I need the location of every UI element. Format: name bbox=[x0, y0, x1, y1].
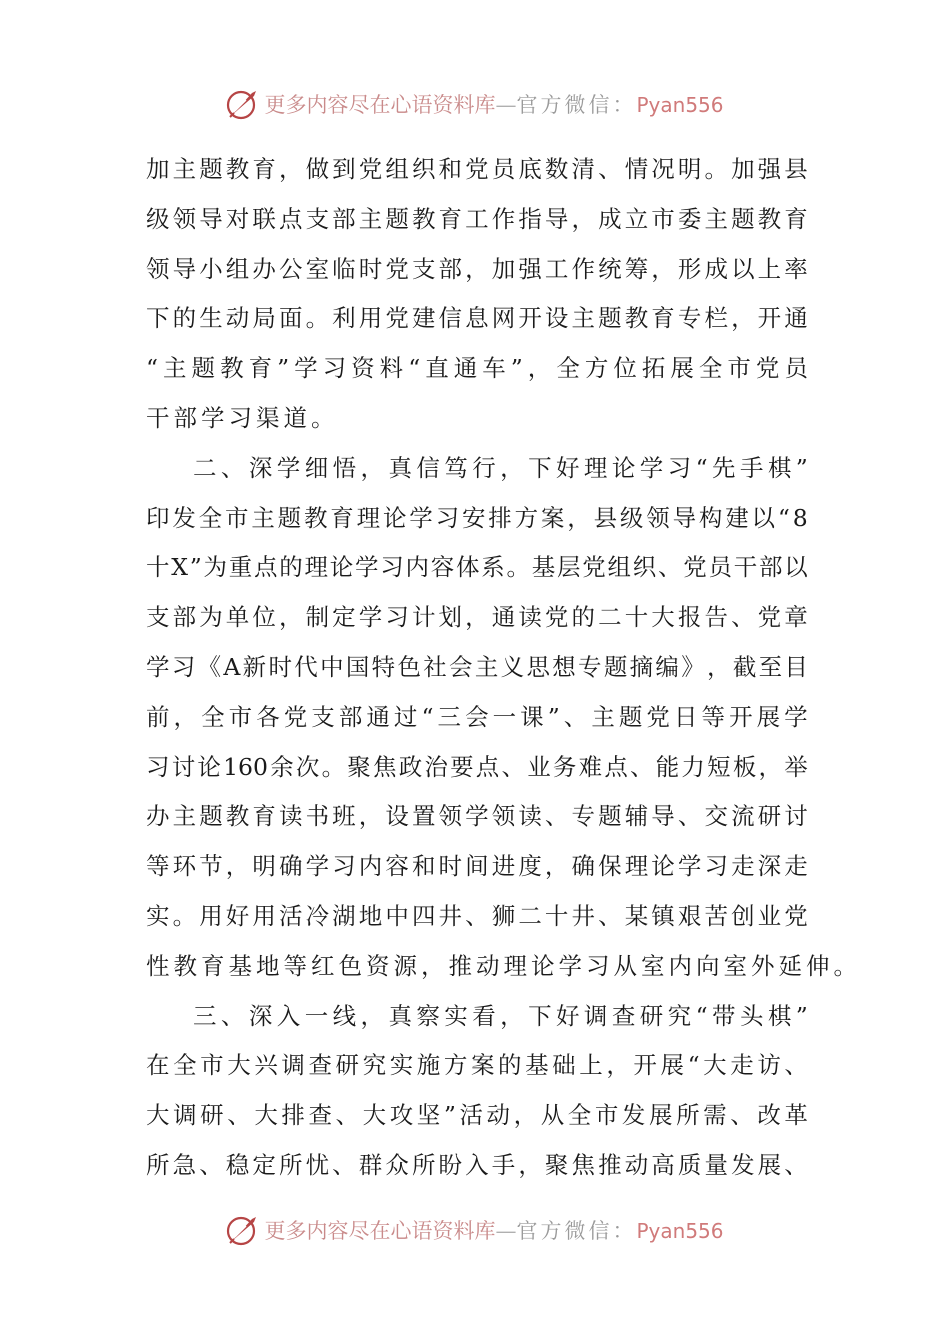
text-line: 大 调 研 、 大 排 查 、 大 攻 坚 ” 活 动 ， 从 全 市 发 展 所 需 、 改 革 bbox=[146, 1101, 808, 1130]
text-line: 二 、 深 学 细 悟 ， 真 信 笃 行 ， 下 好 理 论 学 习 “ 先 手 棋 ” bbox=[193, 453, 808, 482]
text-line: 下 的 生 动 局 面 。 利 用 党 建 信 息 网 开 设 主 题 教 育 专 栏 ， 开 通 bbox=[146, 304, 808, 333]
text-line: 级 领 导 对 联 点 支 部 主 题 教 育 工 作 指 导 ， 成 立 市 委 主 题 教 育 bbox=[146, 204, 808, 233]
watermark-wechat-id: Pyan556 bbox=[636, 93, 724, 117]
watermark-separator: — bbox=[495, 1219, 517, 1243]
text-line: 在 全 市 大 兴 调 查 研 究 实 施 方 案 的 基 础 上 ， 开 展 “ 大 走 访 、 bbox=[146, 1051, 808, 1080]
text-line: 印 发 全 市 主 题 教 育 理 论 学 习 安 排 方 案 ， 县 级 领 导 构 建 以 “ 8 bbox=[146, 503, 808, 532]
watermark-separator: — bbox=[495, 93, 517, 117]
watermark-brand: 更多内容尽在心语资料库 bbox=[264, 93, 496, 117]
text-line: 学 习 《 A 新 时 代 中 国 特 色 社 会 主 义 思 想 专 题 摘 编 》 ， 截 至 目 bbox=[146, 652, 808, 681]
text-line: 等 环 节 ， 明 确 学 习 内 容 和 时 间 进 度 ， 确 保 理 论 学 习 走 深 走 bbox=[146, 852, 808, 881]
text-line: 习 讨 论 160 余 次 。 聚 焦 政 治 要 点 、 业 务 难 点 、 能 力 短 板 ， 举 bbox=[146, 752, 808, 781]
watermark-label: 官方微信： bbox=[516, 93, 637, 117]
footer-watermark bbox=[0, 1210, 950, 1250]
quill-logo-icon bbox=[226, 87, 260, 121]
watermark-brand: 更多内容尽在心语资料库 bbox=[264, 1219, 496, 1243]
text-line: “ 主 题 教 育 ” 学 习 资 料 “ 直 通 车 ” ， 全 方 位 拓 展 全 市 党 员 bbox=[146, 354, 808, 383]
text-line: 性教育基地等红色资源，推动理论学习从室内向室外延伸。 bbox=[146, 951, 861, 980]
text-line: 办 主 题 教 育 读 书 班 ， 设 置 领 学 领 读 、 专 题 辅 导 、 交 流 研 讨 bbox=[146, 802, 808, 831]
text-line: 三 、 深 入 一 线 ， 真 察 实 看 ， 下 好 调 查 研 究 “ 带 头 棋 ” bbox=[193, 1001, 808, 1030]
text-line: 所 急 、 稳 定 所 忧 、 群 众 所 盼 入 手 ， 聚 焦 推 动 高 质 量 发 展 、 bbox=[146, 1150, 808, 1179]
quill-logo-icon bbox=[226, 1213, 260, 1247]
header-watermark bbox=[0, 84, 950, 124]
text-line: 前 ， 全 市 各 党 支 部 通 过 “ 三 会 一 课 ” 、 主 题 党 日 等 开 展 学 bbox=[146, 702, 808, 731]
text-line: 实 。 用 好 用 活 冷 湖 地 中 四 井 、 狮 二 十 井 、 某 镇 艰 苦 创 业 党 bbox=[146, 901, 808, 930]
watermark-text bbox=[264, 1215, 723, 1245]
text-line: 干部学习渠道。 bbox=[146, 403, 339, 432]
watermark-text bbox=[264, 89, 723, 119]
watermark-wechat-id: Pyan556 bbox=[636, 1219, 724, 1243]
watermark-label: 官方微信： bbox=[516, 1219, 637, 1243]
document-body bbox=[146, 145, 861, 1191]
text-line: 十 X ” 为 重 点 的 理 论 学 习 内 容 体 系 。 基 层 党 组 织 、 党 员 干 部 以 bbox=[146, 553, 808, 582]
text-line: 加 主 题 教 育 ， 做 到 党 组 织 和 党 员 底 数 清 、 情 况 明 。 加 强 县 bbox=[146, 155, 808, 183]
text-line: 领 导 小 组 办 公 室 临 时 党 支 部 ， 加 强 工 作 统 筹 ， 形 成 以 上 率 bbox=[146, 254, 808, 283]
text-line: 支 部 为 单 位 ， 制 定 学 习 计 划 ， 通 读 党 的 二 十 大 报 告 、 党 章 bbox=[146, 603, 808, 632]
